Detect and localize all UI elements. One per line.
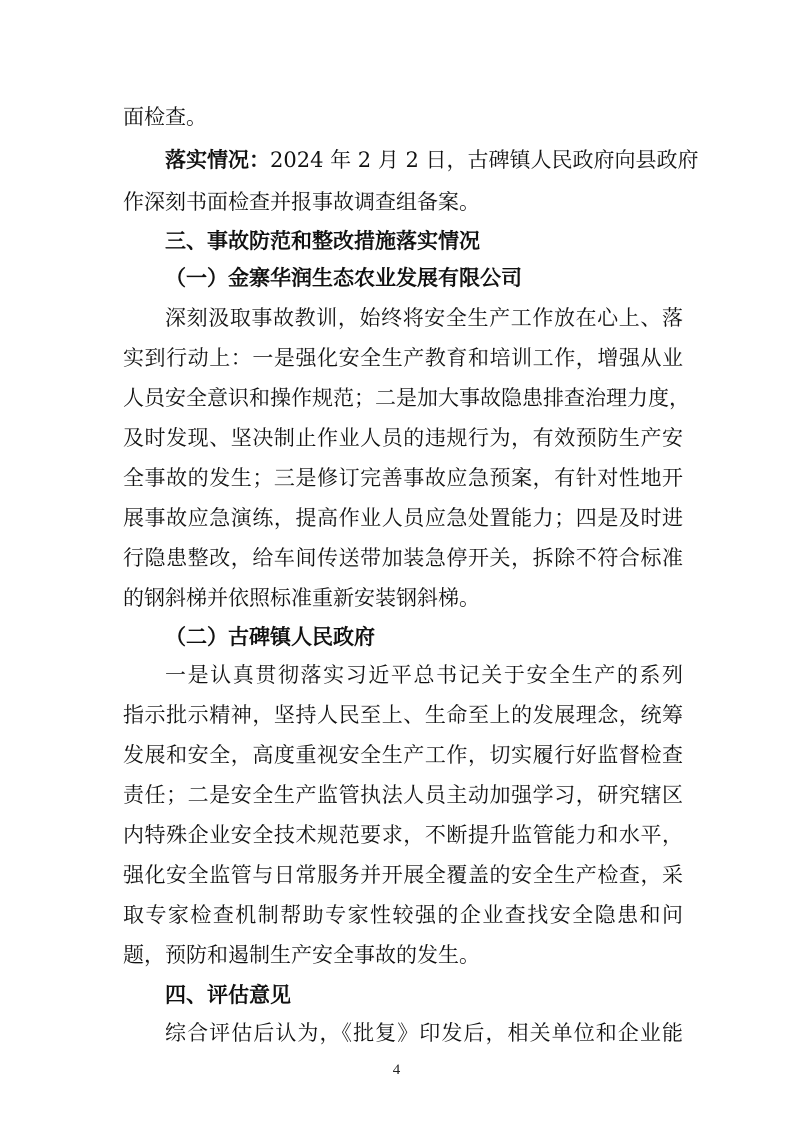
text-line: 人员安全意识和操作规范；二是加大事故隐患排查治理力度，	[123, 386, 690, 410]
text-line: 内特殊企业安全技术规范要求，不断提升监管能力和水平，	[123, 823, 683, 847]
text-line: 取专家检查机制帮助专家性较强的企业查找安全隐患和问	[123, 903, 683, 927]
text-line: 责任；二是安全生产监管执法人员主动加强学习，研究辖区	[123, 783, 683, 807]
page-number: 4	[392, 1062, 401, 1078]
text-line: 强化安全监管与日常服务并开展全覆盖的安全生产检查，采	[123, 863, 683, 887]
text-line: 及时发现、坚决制止作业人员的违规行为，有效预防生产安	[123, 426, 683, 450]
text-line: 题，预防和遏制生产安全事故的发生。	[123, 943, 480, 967]
text-line: 发展和安全，高度重视安全生产工作，切实履行好监督检查	[123, 743, 683, 767]
text-line: 的钢斜梯并依照标准重新安装钢斜梯。	[123, 586, 480, 610]
text-line: 实到行动上：一是强化安全生产教育和培训工作，增强从业	[123, 346, 683, 370]
text-line: 行隐患整改，给车间传送带加装急停开关，拆除不符合标准	[123, 546, 683, 570]
text-line: 作深刻书面检查并报事故调查组备案。	[123, 190, 480, 214]
text-line	[165, 145, 699, 175]
text-line: 全事故的发生；三是修订完善事故应急预案，有针对性地开	[123, 466, 683, 490]
text-line: 面检查。	[123, 105, 207, 129]
text-span: 2024 年 2 月 2 日，古碑镇人民政府向县政府	[270, 148, 699, 172]
text-line: 综合评估后认为，《批复》印发后，相关单位和企业能	[165, 1021, 683, 1045]
text-line: 深刻汲取事故教训，始终将安全生产工作放在心上、落	[165, 306, 683, 330]
text-line: 指示批示精神，坚持人民至上、生命至上的发展理念，统筹	[123, 703, 683, 727]
text-line: 展事故应急演练，提高作业人员应急处置能力；四是及时进	[123, 506, 683, 530]
text-line: 一是认真贯彻落实习近平总书记关于安全生产的系列	[165, 663, 683, 687]
section-heading: 三、事故防范和整改措施落实情况	[165, 229, 480, 253]
subsection-heading: （一）金寨华润生态农业发展有限公司	[165, 266, 522, 290]
subsection-heading: （二）古碑镇人民政府	[165, 625, 375, 649]
lead-label: 落实情况：	[165, 148, 270, 172]
section-heading: 四、评估意见	[165, 983, 291, 1007]
